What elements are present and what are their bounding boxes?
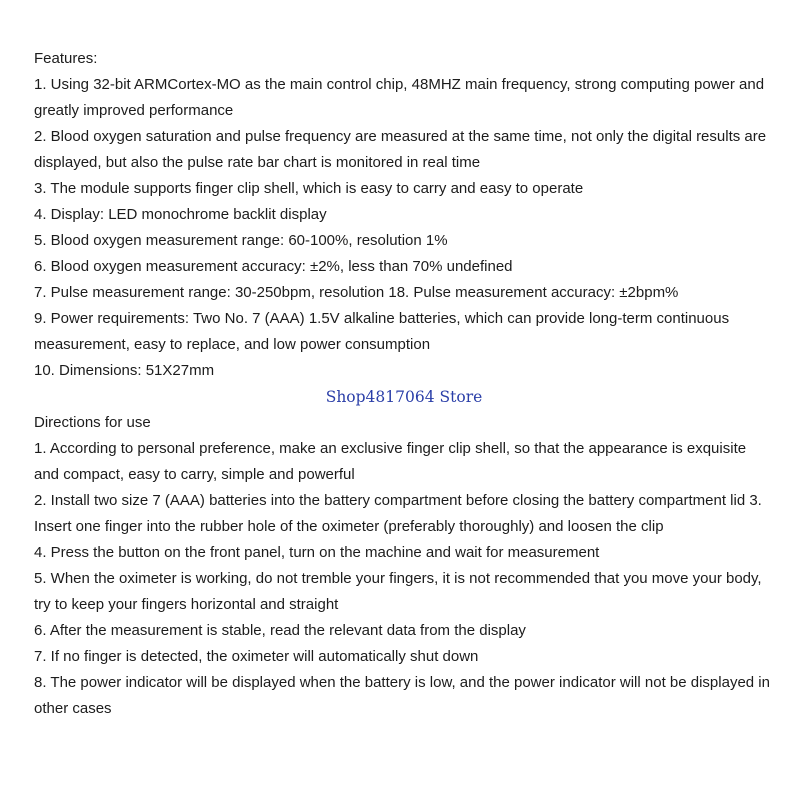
direction-item: 1. According to personal preference, make an exclusive finger clip shell, so that the appearance is exquisite and compact, easy to carry, simple and powerful [34, 440, 747, 483]
direction-item: 7. If no finger is detected, the oximeter will automatically shut down [34, 648, 479, 665]
store-watermark: Shop4817064 Store [325, 388, 483, 406]
direction-item: 8. The power indicator will be displayed when the battery is low, and the power indicator will not be displayed in other cases [34, 674, 770, 717]
feature-item: 7. Pulse measurement range: 30-250bpm, resolution 18. Pulse measurement accuracy: ±2bpm% [34, 284, 679, 301]
direction-item: 6. After the measurement is stable, read the relevant data from the display [34, 622, 526, 639]
feature-item: 5. Blood oxygen measurement range: 60-100%, resolution 1% [34, 232, 448, 249]
product-description [34, 46, 774, 722]
direction-item: 2. Install two size 7 (AAA) batteries into the battery compartment before closing the battery compartment lid 3. Insert one finger into the rubber hole of the oximeter (preferably thoroughly) and loosen the clip [34, 492, 762, 535]
feature-item: 1. Using 32-bit ARMCortex-MO as the main control chip, 48MHZ main frequency, strong computing power and greatly improved performance [34, 76, 765, 119]
features-section [34, 46, 774, 384]
feature-item: 3. The module supports finger clip shell, which is easy to carry and easy to operate [34, 180, 584, 197]
direction-item: 5. When the oximeter is working, do not tremble your fingers, it is not recommended that you move your body, try to keep your fingers horizontal and straight [34, 570, 762, 613]
feature-item: 2. Blood oxygen saturation and pulse frequency are measured at the same time, not only the digital results are displayed, but also the pulse rate bar chart is monitored in real time [34, 128, 767, 171]
directions-heading: Directions for use [34, 414, 151, 431]
feature-item: 6. Blood oxygen measurement accuracy: ±2%, less than 70% undefined [34, 258, 513, 275]
features-heading: Features: [34, 50, 98, 67]
direction-item: 4. Press the button on the front panel, turn on the machine and wait for measurement [34, 544, 600, 561]
feature-item: 10. Dimensions: 51X27mm [34, 362, 215, 379]
directions-section [34, 410, 774, 722]
feature-item: 4. Display: LED monochrome backlit display [34, 206, 327, 223]
feature-item: 9. Power requirements: Two No. 7 (AAA) 1.5V alkaline batteries, which can provide long-term continuous measurement, easy to replace, and low power consumption [34, 310, 730, 353]
